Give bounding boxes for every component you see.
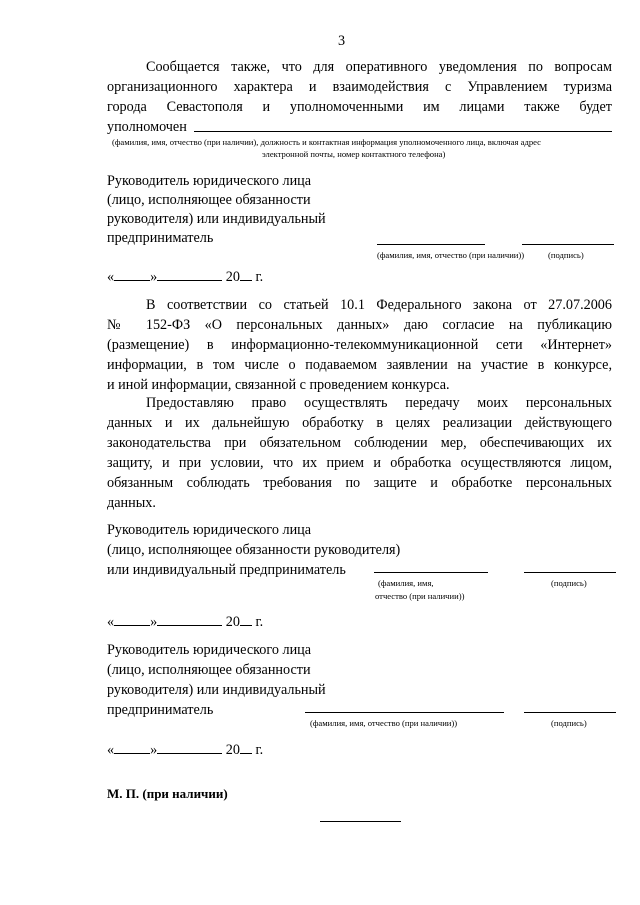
date-day-blank xyxy=(114,739,150,754)
sig3-date xyxy=(107,739,263,760)
sig1-label-line: Руководитель юридического лица xyxy=(107,173,312,189)
sig2-name-line xyxy=(374,572,488,573)
notice-caption-line-1: (фамилия, имя, отчество (при наличии), должность и контактная информация уполномоченного лица, включая адрес xyxy=(112,137,541,147)
sig3-sign-line xyxy=(524,712,616,713)
sig1-label-line: (лицо, исполняющее обязанности xyxy=(107,192,311,208)
date-year: 20 xyxy=(225,742,240,758)
date-suffix: г. xyxy=(255,269,264,285)
date-close-quote: » xyxy=(150,742,158,758)
sig3-name-caption: (фамилия, имя, отчество (при наличии)) xyxy=(310,718,458,728)
date-suffix: г. xyxy=(255,614,264,630)
consent-line: (размещение) в информационно-телекоммуникационной сети «Интернет» xyxy=(107,337,612,353)
date-close-quote: » xyxy=(150,269,158,285)
date-year-blank xyxy=(240,739,252,754)
date-close-quote: » xyxy=(150,614,158,630)
date-day-blank xyxy=(114,266,150,281)
consent-line: В соответствии со статьей 10.1 Федерального закона от 27.07.2006 xyxy=(146,297,612,313)
sig3-sign-caption: (подпись) xyxy=(551,718,587,728)
consent-line: информации, в том числе о подаваемом заявлении на участие в конкурсе, xyxy=(107,357,612,373)
date-month-blank xyxy=(157,611,222,626)
sig1-date xyxy=(107,266,263,287)
notice-paragraph xyxy=(107,57,612,137)
page-number: 3 xyxy=(338,33,346,49)
consent-line: и иной информации, связанной с проведением конкурса. xyxy=(107,377,450,393)
consent-line: № 152-ФЗ «О персональных данных» даю согласие на публикацию xyxy=(107,317,612,333)
date-month-blank xyxy=(157,739,222,754)
sig2-label xyxy=(107,520,400,580)
sig2-name-caption-2: отчество (при наличии)) xyxy=(375,591,465,601)
date-open-quote: « xyxy=(107,614,115,630)
authorized-person-field-line xyxy=(194,131,612,132)
notice-caption-line-2: электронной почты, номер контактного телефона) xyxy=(262,149,446,159)
sig2-label-line: (лицо, исполняющее обязанности руководителя) xyxy=(107,542,401,558)
consent-line: Предоставляю право осуществлять передачу моих персональных xyxy=(146,395,612,411)
consent-line: законодательства при обязательном соблюдении мер, обеспечивающих их xyxy=(107,435,612,451)
bottom-separator-line xyxy=(320,821,401,822)
sig1-label xyxy=(107,172,326,248)
date-open-quote: « xyxy=(107,742,115,758)
sig1-sign-line xyxy=(522,244,614,245)
consent-paragraph-2 xyxy=(107,393,612,513)
notice-last-line xyxy=(107,117,612,137)
notice-line: организационного характера и взаимодействия с Управлением туризма xyxy=(107,79,612,95)
sig3-label-line: (лицо, исполняющее обязанности xyxy=(107,662,311,678)
stamp-label: М. П. (при наличии) xyxy=(107,786,228,801)
sig2-label-line: Руководитель юридического лица xyxy=(107,522,312,538)
sig3-label-line: руководителя) или индивидуальный xyxy=(107,682,326,698)
sig2-sign-line xyxy=(524,572,616,573)
consent-line: данных и их дальнейшую обработку в целях реализации действующего xyxy=(107,415,612,431)
sig1-label-line: предприниматель xyxy=(107,230,214,246)
sig3-name-line xyxy=(305,712,504,713)
sig1-label-line: руководителя) или индивидуальный xyxy=(107,211,326,227)
consent-line: обязанным соблюдать требования по защите и обработке персональных xyxy=(107,475,612,491)
notice-line: Сообщается также, что для оперативного уведомления по вопросам xyxy=(146,59,612,75)
sig2-date xyxy=(107,611,263,632)
sig2-label-line: или индивидуальный предприниматель xyxy=(107,562,346,578)
consent-line: защиту, и при условии, что их прием и обработка осуществляются лицом, xyxy=(107,455,612,471)
date-open-quote: « xyxy=(107,269,115,285)
sig3-label-line: Руководитель юридического лица xyxy=(107,642,312,658)
sig1-name-caption: (фамилия, имя, отчество (при наличии)) xyxy=(377,250,525,260)
date-day-blank xyxy=(114,611,150,626)
sig2-name-caption-1: (фамилия, имя, xyxy=(378,578,434,588)
notice-line: города Севастополя и уполномоченными им лицами также будет xyxy=(107,99,612,115)
consent-paragraph-1 xyxy=(107,295,612,395)
sig1-name-line xyxy=(377,244,485,245)
date-year: 20 xyxy=(225,614,240,630)
sig3-label-line: предприниматель xyxy=(107,702,214,718)
sig3-label xyxy=(107,640,326,720)
date-year-blank xyxy=(240,266,252,281)
sig1-sign-caption: (подпись) xyxy=(548,250,584,260)
consent-line: данных. xyxy=(107,495,156,511)
date-year-blank xyxy=(240,611,252,626)
sig2-sign-caption: (подпись) xyxy=(551,578,587,588)
date-year: 20 xyxy=(225,269,240,285)
date-month-blank xyxy=(157,266,222,281)
date-suffix: г. xyxy=(255,742,264,758)
notice-last-word: уполномочен xyxy=(107,119,187,135)
